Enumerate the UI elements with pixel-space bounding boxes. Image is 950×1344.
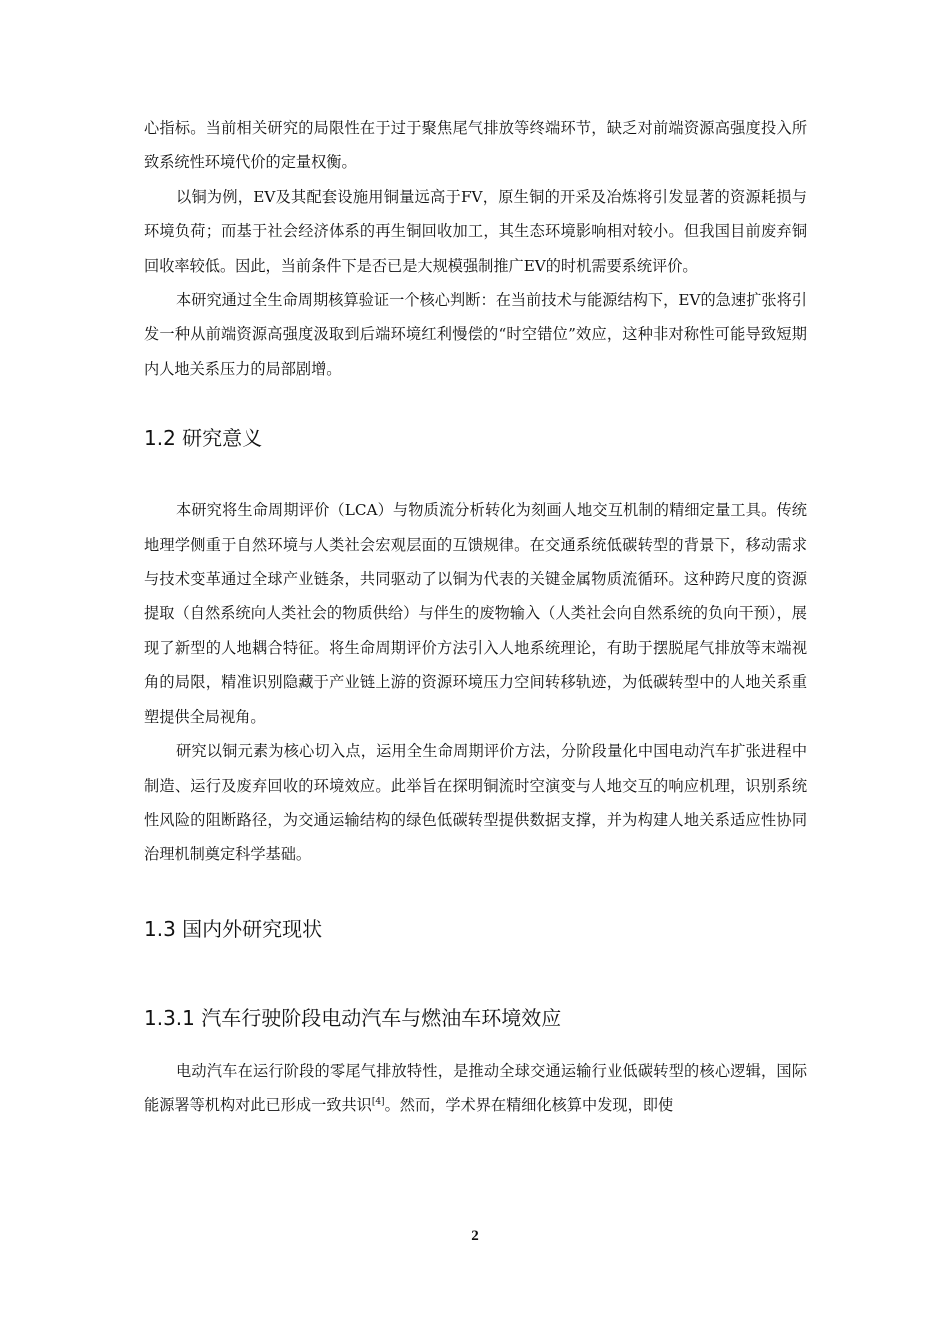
- paragraph-copper-example: 以铜为例，EV及其配套设施用铜量远高于FV，原生铜的开采及冶炼将引发显著的资源耗损与环境负荷；而基于社会经济体系的再生铜回收加工，其生态环境影响相对较小。但我国目前废弃铜回收率较低。因此，当前条件下是否已是大规模强制推广EV的时机需要系统评价。: [144, 187, 807, 275]
- page-content: [144, 111, 807, 1123]
- paragraph-text-after-citation: 。然而，学术界在精细化核算中发现，即使: [384, 1096, 674, 1115]
- paragraph-core-judgement: 本研究通过全生命周期核算验证一个核心判断：在当前技术与能源结构下，EV的急速扩张将引发一种从前端资源高强度汲取到后端环境红利慢偿的“时空错位”效应，这种非对称性可能导致短期内人地关系压力的局部剧增。: [144, 291, 807, 378]
- paragraph-driving-stage: [144, 1054, 807, 1123]
- paragraph-research-significance-1: 本研究将生命周期评价（LCA）与物质流分析转化为刻画人地交互机制的精细定量工具。传统地理学侧重于自然环境与人类社会宏观层面的互馈规律。在交通系统低碳转型的背景下，移动需求与技术变革通过全球产业链条，共同驱动了以铜为代表的关键金属物质流循环。这种跨尺度的资源提取（自然系统向人类社会的物质供给）与伴生的废物输入（人类社会向自然系统的负向干预），展现了新型的人地耦合特征。将生命周期评价方法引入人地系统理论，有助于摆脱尾气排放等末端视角的局限，精准识别隐藏于产业链上游的资源环境压力空间转移轨迹，为低碳转型中的人地关系重塑提供全局视角。: [144, 501, 807, 726]
- page-number: 2: [471, 1228, 479, 1244]
- paragraph-research-significance-2: 研究以铜元素为核心切入点，运用全生命周期评价方法，分阶段量化中国电动汽车扩张进程中制造、运行及废弃回收的环境效应。此举旨在探明铜流时空演变与人地交互的响应机理，识别系统性风险的阻断路径，为交通运输结构的绿色低碳转型提供数据支撑，并为构建人地关系适应性协同治理机制奠定科学基础。: [144, 742, 807, 864]
- citation-marker: [4]: [371, 1097, 385, 1108]
- section-heading-1-3: 1.3 国内外研究现状: [144, 916, 323, 941]
- paragraph-continued: 心指标。当前相关研究的局限性在于过于聚焦尾气排放等终端环节，缺乏对前端资源高强度投入所致系统性环境代价的定量权衡。: [144, 119, 807, 172]
- section-heading-1-2: 1.2 研究意义: [144, 426, 263, 451]
- subsection-heading-1-3-1: 1.3.1 汽车行驶阶段电动汽车与燃油车环境效应: [144, 1005, 562, 1030]
- paragraph-text-before-citation: 电动汽车在运行阶段的零尾气排放特性，是推动全球交通运输行业低碳转型的核心逻辑，国际能源署等机构对此已形成一致共识: [144, 1061, 807, 1115]
